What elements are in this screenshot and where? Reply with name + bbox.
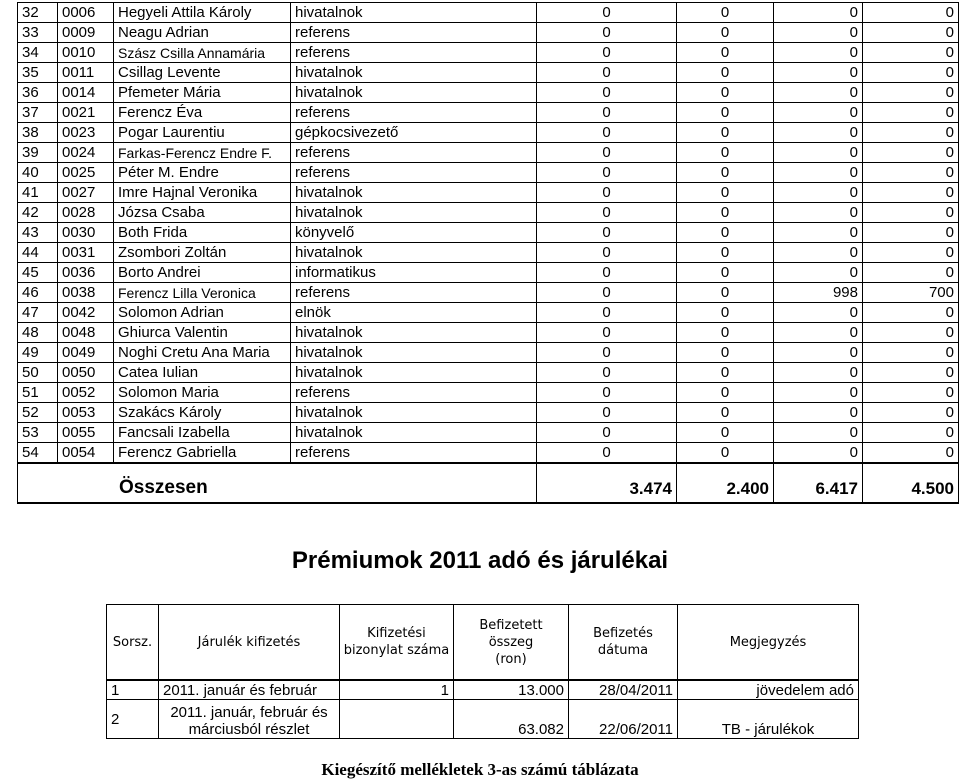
table-row	[18, 283, 959, 303]
table-row	[18, 143, 959, 163]
cell-value: 0	[774, 443, 863, 464]
cell-no: 44	[18, 243, 58, 263]
cell-code: 0050	[58, 363, 114, 383]
cell-value: 0	[537, 303, 677, 323]
cell-value: 0	[537, 43, 677, 63]
cell-value: 0	[537, 403, 677, 423]
header-line: Befizetés	[593, 626, 653, 641]
cell-value: 0	[774, 243, 863, 263]
table-row	[18, 223, 959, 243]
cell-jarulek	[159, 700, 340, 739]
cell-value: 0	[863, 203, 959, 223]
header-bizonylat	[340, 605, 454, 681]
cell-code: 0055	[58, 423, 114, 443]
cell-value: 0	[537, 163, 677, 183]
cell-role: hivatalnok	[291, 243, 537, 263]
cell-code: 0010	[58, 43, 114, 63]
cell-name: Péter M. Endre	[114, 163, 291, 183]
cell-code: 0014	[58, 83, 114, 103]
table-row	[18, 243, 959, 263]
table-row	[18, 203, 959, 223]
cell-no: 46	[18, 283, 58, 303]
cell-value: 0	[774, 403, 863, 423]
cell-role: hivatalnok	[291, 363, 537, 383]
premium-header-row	[107, 605, 859, 681]
cell-no: 49	[18, 343, 58, 363]
cell-value: 0	[774, 383, 863, 403]
cell-role: hivatalnok	[291, 343, 537, 363]
cell-code: 0036	[58, 263, 114, 283]
cell-value: 0	[537, 243, 677, 263]
table-row	[18, 123, 959, 143]
cell-name: Neagu Adrian	[114, 23, 291, 43]
cell-value: 0	[863, 383, 959, 403]
cell-name: Pogar Laurentiu	[114, 123, 291, 143]
cell-value: 0	[863, 243, 959, 263]
cell-role: hivatalnok	[291, 323, 537, 343]
total-value: 2.400	[677, 463, 774, 503]
cell-bizonylat: 1	[340, 680, 454, 700]
cell-code: 0024	[58, 143, 114, 163]
cell-code: 0023	[58, 123, 114, 143]
cell-no: 54	[18, 443, 58, 464]
cell-value: 0	[774, 123, 863, 143]
cell-code: 0021	[58, 103, 114, 123]
table-row	[18, 3, 959, 23]
cell-value: 0	[677, 203, 774, 223]
cell-value: 0	[863, 3, 959, 23]
cell-value: 0	[677, 103, 774, 123]
cell-value: 0	[863, 83, 959, 103]
cell-code: 0048	[58, 323, 114, 343]
cell-no: 50	[18, 363, 58, 383]
table-row	[18, 303, 959, 323]
total-value: 4.500	[863, 463, 959, 503]
cell-code: 0054	[58, 443, 114, 464]
table-row	[18, 63, 959, 83]
cell-value: 0	[863, 43, 959, 63]
cell-value: 0	[677, 403, 774, 423]
cell-bizonylat	[340, 700, 454, 739]
cell-value: 0	[677, 243, 774, 263]
cell-name: Hegyeli Attila Károly	[114, 3, 291, 23]
cell-value: 0	[774, 203, 863, 223]
cell-value: 0	[677, 23, 774, 43]
cell-value: 0	[863, 303, 959, 323]
cell-value: 0	[537, 103, 677, 123]
cell-no: 43	[18, 223, 58, 243]
table-row	[18, 403, 959, 423]
cell-value: 0	[677, 283, 774, 303]
header-datum	[569, 605, 678, 681]
cell-role: referens	[291, 143, 537, 163]
cell-name: Ghiurca Valentin	[114, 323, 291, 343]
header-line: bizonylat száma	[343, 643, 450, 658]
cell-value: 0	[677, 443, 774, 464]
cell-value: 0	[537, 203, 677, 223]
cell-value: 0	[863, 63, 959, 83]
cell-value: 0	[677, 143, 774, 163]
cell-role: hivatalnok	[291, 3, 537, 23]
cell-role: informatikus	[291, 263, 537, 283]
total-value: 3.474	[537, 463, 677, 503]
cell-value: 0	[537, 283, 677, 303]
cell-name: Catea Iulian	[114, 363, 291, 383]
cell-code: 0053	[58, 403, 114, 423]
cell-value: 0	[774, 363, 863, 383]
cell-value: 0	[677, 303, 774, 323]
cell-value: 0	[537, 143, 677, 163]
cell-no: 45	[18, 263, 58, 283]
cell-value: 0	[677, 423, 774, 443]
cell-name: Solomon Maria	[114, 383, 291, 403]
cell-value: 0	[537, 343, 677, 363]
premium-row	[107, 700, 859, 739]
cell-value: 0	[537, 423, 677, 443]
cell-value: 0	[774, 343, 863, 363]
cell-value: 0	[863, 363, 959, 383]
cell-no: 51	[18, 383, 58, 403]
cell-no: 53	[18, 423, 58, 443]
premium-row	[107, 680, 859, 700]
cell-name: Pfemeter Mária	[114, 83, 291, 103]
cell-value: 0	[677, 123, 774, 143]
cell-name: Zsombori Zoltán	[114, 243, 291, 263]
cell-value: 0	[774, 143, 863, 163]
cell-value: 0	[774, 103, 863, 123]
table-row	[18, 383, 959, 403]
premium-table	[106, 604, 859, 739]
section-title: Prémiumok 2011 adó és járulékai	[291, 547, 669, 574]
cell-name: Farkas-Ferencz Endre F.	[114, 143, 291, 163]
cell-no: 34	[18, 43, 58, 63]
cell-name: Ferencz Gabriella	[114, 443, 291, 464]
cell-role: gépkocsivezető	[291, 123, 537, 143]
table-row	[18, 43, 959, 63]
cell-value: 0	[863, 23, 959, 43]
header-line: Kifizetési	[367, 626, 426, 641]
cell-megjegyzes: jövedelem adó	[678, 680, 859, 700]
total-value: 6.417	[774, 463, 863, 503]
cell-value: 0	[863, 163, 959, 183]
table-row	[18, 103, 959, 123]
cell-value: 0	[677, 63, 774, 83]
cell-value: 0	[863, 143, 959, 163]
cell-value: 0	[863, 123, 959, 143]
cell-value: 0	[774, 163, 863, 183]
cell-role: referens	[291, 443, 537, 464]
cell-value: 0	[537, 383, 677, 403]
cell-no: 32	[18, 3, 58, 23]
cell-value: 0	[677, 183, 774, 203]
cell-name: Józsa Csaba	[114, 203, 291, 223]
cell-value: 0	[677, 163, 774, 183]
cell-value: 0	[537, 323, 677, 343]
header-line: összeg	[488, 634, 534, 650]
header-line: (ron)	[495, 651, 527, 667]
table-row	[18, 163, 959, 183]
table-row	[18, 343, 959, 363]
cell-role: hivatalnok	[291, 403, 537, 423]
cell-value: 0	[774, 323, 863, 343]
cell-role: referens	[291, 23, 537, 43]
cell-code: 0025	[58, 163, 114, 183]
cell-role: referens	[291, 163, 537, 183]
cell-value: 0	[537, 63, 677, 83]
cell-code: 0042	[58, 303, 114, 323]
cell-value: 0	[677, 343, 774, 363]
header-osszeg	[454, 605, 569, 681]
cell-value: 0	[863, 443, 959, 464]
cell-value: 0	[774, 43, 863, 63]
cell-no: 35	[18, 63, 58, 83]
cell-name: Solomon Adrian	[114, 303, 291, 323]
cell-value: 0	[863, 403, 959, 423]
table-row	[18, 263, 959, 283]
cell-role: könyvelő	[291, 223, 537, 243]
cell-line: márciusból részlet	[188, 721, 310, 738]
cell-code: 0028	[58, 203, 114, 223]
cell-value: 0	[677, 83, 774, 103]
cell-value: 0	[537, 3, 677, 23]
cell-value: 0	[774, 3, 863, 23]
cell-no: 37	[18, 103, 58, 123]
total-label: Összesen	[18, 463, 537, 503]
cell-value: 700	[863, 283, 959, 303]
cell-value: 0	[677, 3, 774, 23]
cell-value: 0	[677, 383, 774, 403]
header-jarulek: Járulék kifizetés	[159, 605, 340, 681]
header-sorsz: Sorsz.	[107, 605, 159, 681]
cell-value: 0	[774, 23, 863, 43]
table-row	[18, 83, 959, 103]
cell-value: 0	[774, 423, 863, 443]
cell-datum: 22/06/2011	[569, 700, 678, 739]
cell-code: 0030	[58, 223, 114, 243]
table-row	[18, 443, 959, 464]
cell-no: 42	[18, 203, 58, 223]
header-megjegyzes: Megjegyzés	[678, 605, 859, 681]
cell-role: hivatalnok	[291, 203, 537, 223]
table-row	[18, 23, 959, 43]
cell-role: hivatalnok	[291, 183, 537, 203]
table-row	[18, 323, 959, 343]
cell-value: 0	[863, 103, 959, 123]
table-row	[18, 363, 959, 383]
cell-code: 0027	[58, 183, 114, 203]
cell-name: Fancsali Izabella	[114, 423, 291, 443]
cell-value: 0	[677, 263, 774, 283]
cell-value: 0	[774, 303, 863, 323]
cell-jarulek: 2011. január és február	[159, 680, 340, 700]
cell-name: Borto Andrei	[114, 263, 291, 283]
cell-value: 0	[774, 183, 863, 203]
cell-code: 0009	[58, 23, 114, 43]
cell-value: 0	[863, 343, 959, 363]
cell-value: 0	[774, 223, 863, 243]
cell-value: 0	[863, 183, 959, 203]
cell-name: Szász Csilla Annamária	[114, 43, 291, 63]
cell-osszeg: 13.000	[454, 680, 569, 700]
cell-value: 0	[537, 83, 677, 103]
cell-role: hivatalnok	[291, 83, 537, 103]
cell-no: 33	[18, 23, 58, 43]
cell-osszeg: 63.082	[454, 700, 569, 739]
cell-no: 48	[18, 323, 58, 343]
cell-no: 41	[18, 183, 58, 203]
staff-table	[17, 2, 959, 504]
cell-no: 47	[18, 303, 58, 323]
cell-name: Imre Hajnal Veronika	[114, 183, 291, 203]
cell-code: 0049	[58, 343, 114, 363]
cell-role: hivatalnok	[291, 423, 537, 443]
cell-value: 0	[774, 83, 863, 103]
cell-code: 0031	[58, 243, 114, 263]
cell-value: 0	[774, 263, 863, 283]
footer-caption: Kiegészítő mellékletek 3-as számú táblázata	[321, 760, 639, 779]
cell-name: Ferencz Éva	[114, 103, 291, 123]
cell-value: 0	[537, 223, 677, 243]
cell-code: 0038	[58, 283, 114, 303]
cell-name: Ferencz Lilla Veronica	[114, 283, 291, 303]
cell-code: 0011	[58, 63, 114, 83]
cell-no: 38	[18, 123, 58, 143]
cell-line: 2011. január, február és	[170, 704, 328, 721]
cell-value: 0	[863, 423, 959, 443]
cell-name: Csillag Levente	[114, 63, 291, 83]
cell-name: Noghi Cretu Ana Maria	[114, 343, 291, 363]
cell-value: 0	[677, 223, 774, 243]
cell-name: Szakács Károly	[114, 403, 291, 423]
cell-role: referens	[291, 43, 537, 63]
cell-role: referens	[291, 283, 537, 303]
cell-megjegyzes: TB - járulékok	[678, 700, 859, 739]
cell-value: 0	[537, 23, 677, 43]
cell-value: 0	[774, 63, 863, 83]
cell-no: 36	[18, 83, 58, 103]
table-row	[18, 183, 959, 203]
cell-value: 0	[537, 123, 677, 143]
cell-value: 0	[537, 363, 677, 383]
cell-value: 0	[537, 443, 677, 464]
header-line: dátuma	[597, 643, 649, 658]
header-line: Befizetett	[479, 617, 543, 633]
total-row	[18, 463, 959, 503]
table-row	[18, 423, 959, 443]
cell-code: 0052	[58, 383, 114, 403]
cell-role: hivatalnok	[291, 63, 537, 83]
cell-sorsz: 2	[107, 700, 159, 739]
cell-value: 0	[863, 223, 959, 243]
cell-no: 52	[18, 403, 58, 423]
cell-value: 0	[863, 263, 959, 283]
cell-sorsz: 1	[107, 680, 159, 700]
cell-role: referens	[291, 383, 537, 403]
cell-value: 0	[677, 363, 774, 383]
cell-role: referens	[291, 103, 537, 123]
cell-code: 0006	[58, 3, 114, 23]
cell-no: 40	[18, 163, 58, 183]
cell-role: elnök	[291, 303, 537, 323]
cell-name: Both Frida	[114, 223, 291, 243]
cell-no: 39	[18, 143, 58, 163]
cell-value: 0	[537, 263, 677, 283]
cell-value: 998	[774, 283, 863, 303]
cell-datum: 28/04/2011	[569, 680, 678, 700]
cell-value: 0	[677, 43, 774, 63]
cell-value: 0	[537, 183, 677, 203]
cell-value: 0	[677, 323, 774, 343]
cell-value: 0	[863, 323, 959, 343]
